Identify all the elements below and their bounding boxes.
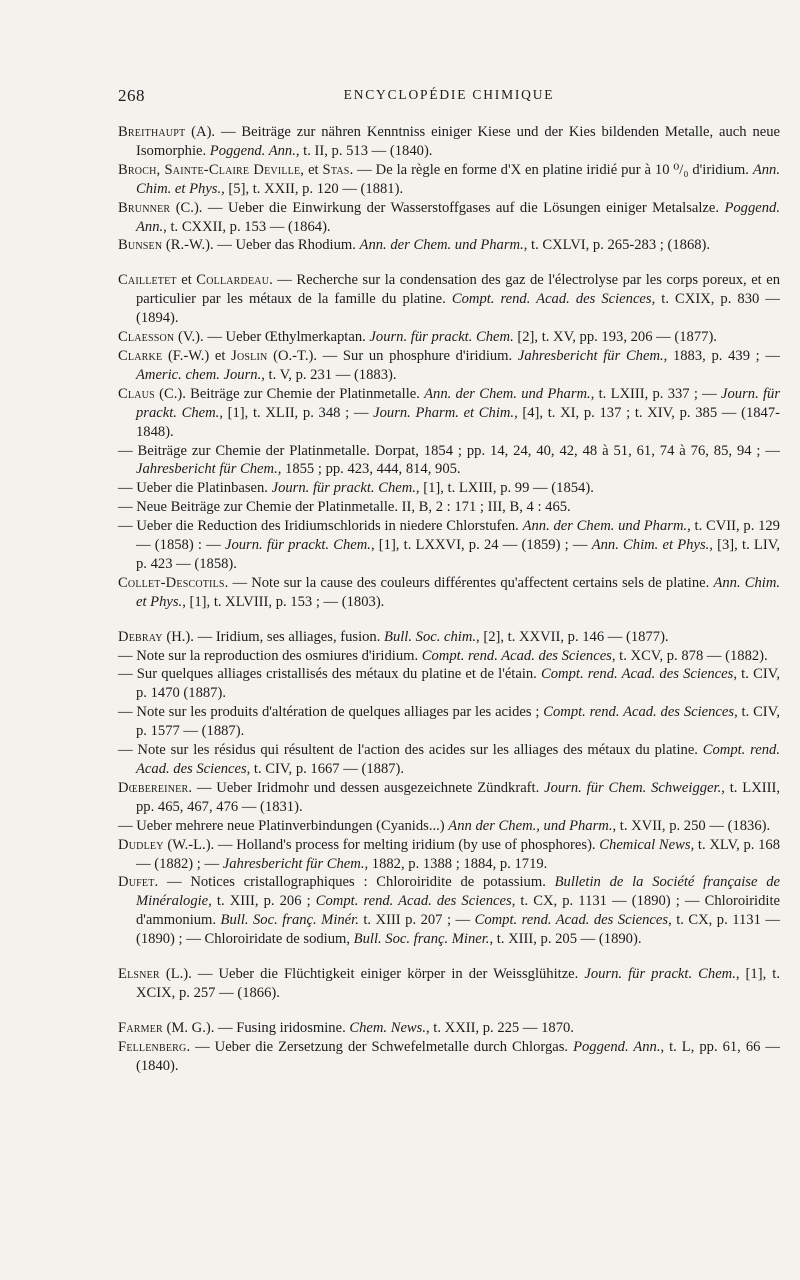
bibliography-entry — [118, 836, 780, 874]
bibliography-entry — [118, 498, 780, 517]
bibliography-entry — [118, 741, 780, 779]
entry-text: (M. G.). — Fusing iridosmine. — [162, 1019, 350, 1036]
entry-text: , [4], t. XI, p. 137 ; t. XIV, p. 385 — (1847-1848). — [136, 404, 780, 440]
entry-author: Dudley — [118, 836, 164, 853]
entry-journal: Ann. Chim. et Phys. — [136, 574, 781, 610]
entry-text: . — Note sur la cause des couleurs différentes qu'affectent certains sels de platine. — [224, 574, 714, 591]
entry-author: Cailletet — [118, 272, 177, 289]
entry-text: , [2], t. XXVII, p. 146 — (1877). — [476, 628, 669, 645]
entry-text: (O.-T.). — Sur un phosphure d'iridium. — [267, 347, 518, 364]
entry-text: , t. XVII, p. 250 — (1836). — [612, 817, 771, 834]
entry-author: Bunsen — [118, 237, 163, 254]
entry-author: Elsner — [118, 966, 160, 983]
entry-text: . — Ueber Iridmohr und dessen ausgezeichnete Zündkraft. — [188, 779, 545, 796]
entry-author: Farmer — [118, 1019, 163, 1036]
bibliography-entry — [118, 817, 780, 836]
entry-journal: Poggend. Ann. — [573, 1038, 661, 1055]
entry-text: . — Ueber die Zersetzung der Schwefelmetalle durch Chlorgas. — [186, 1038, 574, 1055]
entry-text: (V.). — Ueber Œthylmerkaptan. — [174, 329, 370, 346]
entry-journal: Compt. rend. Acad. des Sciences — [543, 704, 735, 721]
entry-text: , [1], t. LXXVI, p. 24 — (1859) ; — — [370, 537, 592, 554]
entry-text: , t. II, p. 513 — (1840). — [295, 142, 433, 159]
bibliography-entry — [118, 873, 780, 949]
bibliography-entry — [118, 123, 780, 161]
entry-journal: Bull. Soc. franç. Miner. — [353, 931, 490, 948]
entry-author: Clarke — [118, 347, 163, 364]
bibliography-entry — [118, 779, 780, 817]
bibliography-entry — [118, 328, 780, 347]
entry-journal: Chemical News — [599, 836, 691, 853]
page-number: 268 — [118, 86, 145, 105]
entry-text: , t. XIII, p. 205 — (1890). — [489, 931, 642, 948]
entry-text: — Neue Beiträge zur Chemie der Platinmetalle. II, B, 2 : 171 ; III, B, 4 : 465. — [118, 499, 571, 516]
entry-journal: Ann. der Chem. und Pharm. — [522, 518, 688, 535]
entry-text: , t. CXIX, p. 830 — (1894). — [136, 291, 780, 327]
bibliography-entry — [118, 271, 780, 328]
entry-author: Broch, Sainte-Claire Deville, — [118, 161, 305, 178]
entry-author: Brunner — [118, 199, 171, 216]
bibliography-entry — [118, 574, 780, 612]
bibliography-entry — [118, 236, 780, 255]
entry-journal: Compt. rend. Acad. des Sciences — [451, 291, 652, 308]
entry-author: Fellenberg — [118, 1038, 187, 1055]
entry-text: — Ueber die Reduction des Iridiumschlorids in niedere Chlorstufen. — [118, 518, 523, 535]
entry-text: , t. CIV, p. 1577 — (1887). — [136, 704, 780, 740]
bibliography-entry — [118, 647, 780, 666]
entry-text: , t. XXII, p. 225 — 1870. — [426, 1019, 574, 1036]
entry-text: — Beiträge zur Chemie der Platinmetalle. Dorpat, 1854 ; pp. 14, 24, 40, 42, 48 à 51, 61, 74 à 76, 85, 94 ; — — [118, 442, 780, 459]
bibliography-entry — [118, 442, 780, 480]
entry-journal: Poggend. Ann. — [209, 142, 296, 159]
entry-journal: Compt. rend. Acad. des Sciences — [421, 647, 612, 664]
entry-text: , t. V, p. 231 — (1883). — [261, 366, 397, 383]
entry-journal: Ann. der Chem. und Pharm. — [424, 385, 591, 402]
entry-journal: Ann. Chim. et Phys. — [136, 161, 780, 197]
entry-journal: Ann. der Chem. und Pharm. — [359, 237, 524, 254]
entry-text: , t. CIV, p. 1470 (1887). — [136, 666, 780, 702]
entry-journal: Chem. News. — [349, 1019, 426, 1036]
bibliography-entry — [118, 199, 780, 237]
bibliography-entry — [118, 628, 780, 647]
entry-journal: Compt. rend. Acad. des Sciences — [541, 666, 734, 683]
entry-journal: Journ. für Chem. Schweigger. — [544, 779, 722, 796]
entry-journal: Journ. für prackt. Chem. — [224, 537, 371, 554]
entry-text: (R.-W.). — Ueber das Rhodium. — [162, 237, 360, 254]
entry-journal: Compt. rend. Acad. des Sciences — [474, 912, 669, 929]
bibliography-entry — [118, 517, 780, 574]
entry-journal: Jahresbericht für Chem. — [517, 347, 664, 364]
entry-text: — Ueber mehrere neue Platinverbindungen (Cyanids...) — [118, 817, 449, 834]
entry-text: , t. LXIII, pp. 465, 467, 476 — (1831). — [136, 779, 780, 815]
entry-text: , t. CVII, p. 129 — (1858) : — — [136, 518, 780, 554]
entry-journal: Journ. für prackt. Chem. — [584, 966, 736, 983]
entry-journal: Compt. rend. Acad. des Sciences — [136, 742, 780, 777]
entry-text: , [3], t. LIV, p. 423 — (1858). — [136, 537, 780, 572]
entry-text: . — De la règle en forme d'X en platine iridié pur à 10 ⁰/₀ d'iridium. — [349, 161, 753, 178]
entry-text: , t. XCV, p. 878 — (1882). — [611, 647, 768, 664]
entry-text: , [5], t. XXII, p. 120 — (1881). — [221, 180, 404, 197]
entry-author: Debray — [118, 628, 163, 645]
entry-author: Claus — [118, 385, 155, 402]
entry-text: (F.-W.) et — [162, 347, 232, 364]
entry-text: , t. L, pp. 61, 66 — (1840). — [136, 1038, 780, 1074]
entry-text: (H.). — Iridium, ses alliages, fusion. — [162, 628, 385, 645]
entry-journal: Jahresbericht für Chem. — [222, 855, 365, 872]
bibliography-entry — [118, 703, 780, 741]
entry-journal: Americ. chem. Journ. — [136, 366, 262, 383]
entry-text: , t. LXIII, p. 337 ; — — [590, 385, 722, 402]
entry-text: (W.-L.). — Holland's process for melting iridium (by use of phosphores). — [163, 836, 600, 853]
entry-text: — Note sur les produits d'altération de quelques alliages par les acides ; — [118, 704, 544, 721]
entry-text: (C.). — Ueber die Einwirkung der Wasserstoffgases auf die Lösungen einiger Metalsalze. — [170, 199, 725, 216]
entry-author: Joslin — [231, 347, 268, 364]
entry-text: , t. XLV, p. 168 — (1882) ; — — [136, 836, 780, 872]
entry-author: Collardeau — [196, 272, 270, 289]
entry-text: , [1], t. XLVIII, p. 153 ; — (1803). — [182, 593, 385, 610]
running-head: ENCYCLOPÉDIE CHIMIQUE — [343, 87, 555, 102]
entry-journal: Ann der Chem., und Pharm. — [448, 817, 613, 834]
entry-text: , 1883, p. 439 ; — — [663, 347, 780, 364]
entry-journal: Bulletin de la Société française de Minéralogie — [136, 874, 780, 910]
bibliography-entry — [118, 161, 780, 199]
entry-author: Dufet — [118, 874, 155, 891]
entry-text: [2], t. XV, pp. 193, 206 — (1877). — [513, 329, 717, 346]
entry-journal: Journ. für prackt. Chem. — [136, 385, 780, 421]
entry-author: Collet-Descotils — [118, 574, 225, 591]
entry-text: (A). — Beiträge zur nähren Kenntniss einiger Kiese und der Kies bildenden Metalle, auch neue Isomorphie. — [136, 124, 780, 159]
bibliography-entry — [118, 385, 780, 442]
entry-author: Breithaupt — [118, 124, 186, 140]
entry-journal: Journ. für prackt. Chem. — [369, 329, 514, 346]
entry-journal: Journ. für prackt. Chem. — [271, 480, 416, 497]
entry-text: t. XIII p. 207 ; — — [358, 912, 475, 929]
bibliography-entry — [118, 965, 780, 1003]
bibliography-entry — [118, 1038, 780, 1076]
entry-text: (C.). Beiträge zur Chemie der Platinmetalle. — [154, 385, 425, 402]
entry-text: — Ueber die Platinbasen. — [118, 480, 272, 497]
entry-text: , t. CXLVI, p. 265-283 ; (1868). — [523, 237, 711, 254]
entry-text: — Sur quelques alliages cristallisés des métaux du platine et de l'étain. — [118, 666, 542, 683]
entry-journal: Bull. Soc. chim. — [384, 628, 477, 645]
entry-journal: Ann. Chim. et Phys. — [591, 537, 710, 554]
entry-journal: Jahresbericht für Chem. — [136, 461, 278, 478]
entry-journal: Compt. rend. Acad. des Sciences — [315, 893, 512, 910]
bibliography-entry — [118, 347, 780, 385]
entry-journal: Poggend. Ann. — [136, 199, 780, 235]
entry-text: . — Notices cristallographiques : Chloroiridite de potassium. — [154, 874, 555, 891]
entry-author: Dœbereiner — [118, 779, 189, 796]
entry-text: . — Recherche sur la condensation des gaz de l'électrolyse par les corps poreux, et en particulier par les métaux de la famille du platine. — [136, 272, 780, 308]
entry-text: (L.). — Ueber die Flüchtigkeit einiger körper in der Weissglühitze. — [159, 966, 585, 983]
entry-journal: Journ. Pharm. et Chim. — [373, 404, 515, 421]
entry-author: Stas — [322, 161, 350, 178]
entry-text: , t. CX, p. 1131 — (1890) ; — Chloroiridate de sodium, — [136, 912, 780, 948]
entry-text: , t. XIII, p. 206 ; — [208, 893, 316, 910]
entry-text: , [1], t. XLII, p. 348 ; — — [219, 404, 374, 421]
entry-journal: Bull. Soc. franç. Minér. — [220, 912, 359, 929]
entry-text: — Note sur la reproduction des osmiures d'iridium. — [118, 647, 422, 664]
entry-text: , t. CXXII, p. 153 — (1864). — [163, 218, 331, 235]
bibliography-list — [118, 123, 780, 1076]
entry-text: et — [304, 161, 323, 178]
bibliography-entry — [118, 479, 780, 498]
entry-text: et — [176, 272, 197, 289]
entry-text: , [1], t. LXIII, p. 99 — (1854). — [415, 480, 594, 497]
entry-text: , [1], t. XCIX, p. 257 — (1866). — [136, 966, 780, 1001]
bibliography-entry — [118, 665, 780, 703]
entry-author: Claesson — [118, 329, 175, 346]
entry-text: , t. CX, p. 1131 — (1890) ; — Chloroiridite d'ammonium. — [136, 893, 780, 929]
entry-text: , 1855 ; pp. 423, 444, 814, 905. — [277, 461, 461, 478]
entry-text: , t. CIV, p. 1667 — (1887). — [246, 761, 405, 777]
entry-text: , 1882, p. 1388 ; 1884, p. 1719. — [364, 855, 548, 872]
page-header — [118, 86, 780, 110]
bibliography-entry — [118, 1019, 780, 1038]
entry-text: — Note sur les résidus qui résultent de l'action des acides sur les alliages des métaux du platine. — [118, 742, 703, 759]
